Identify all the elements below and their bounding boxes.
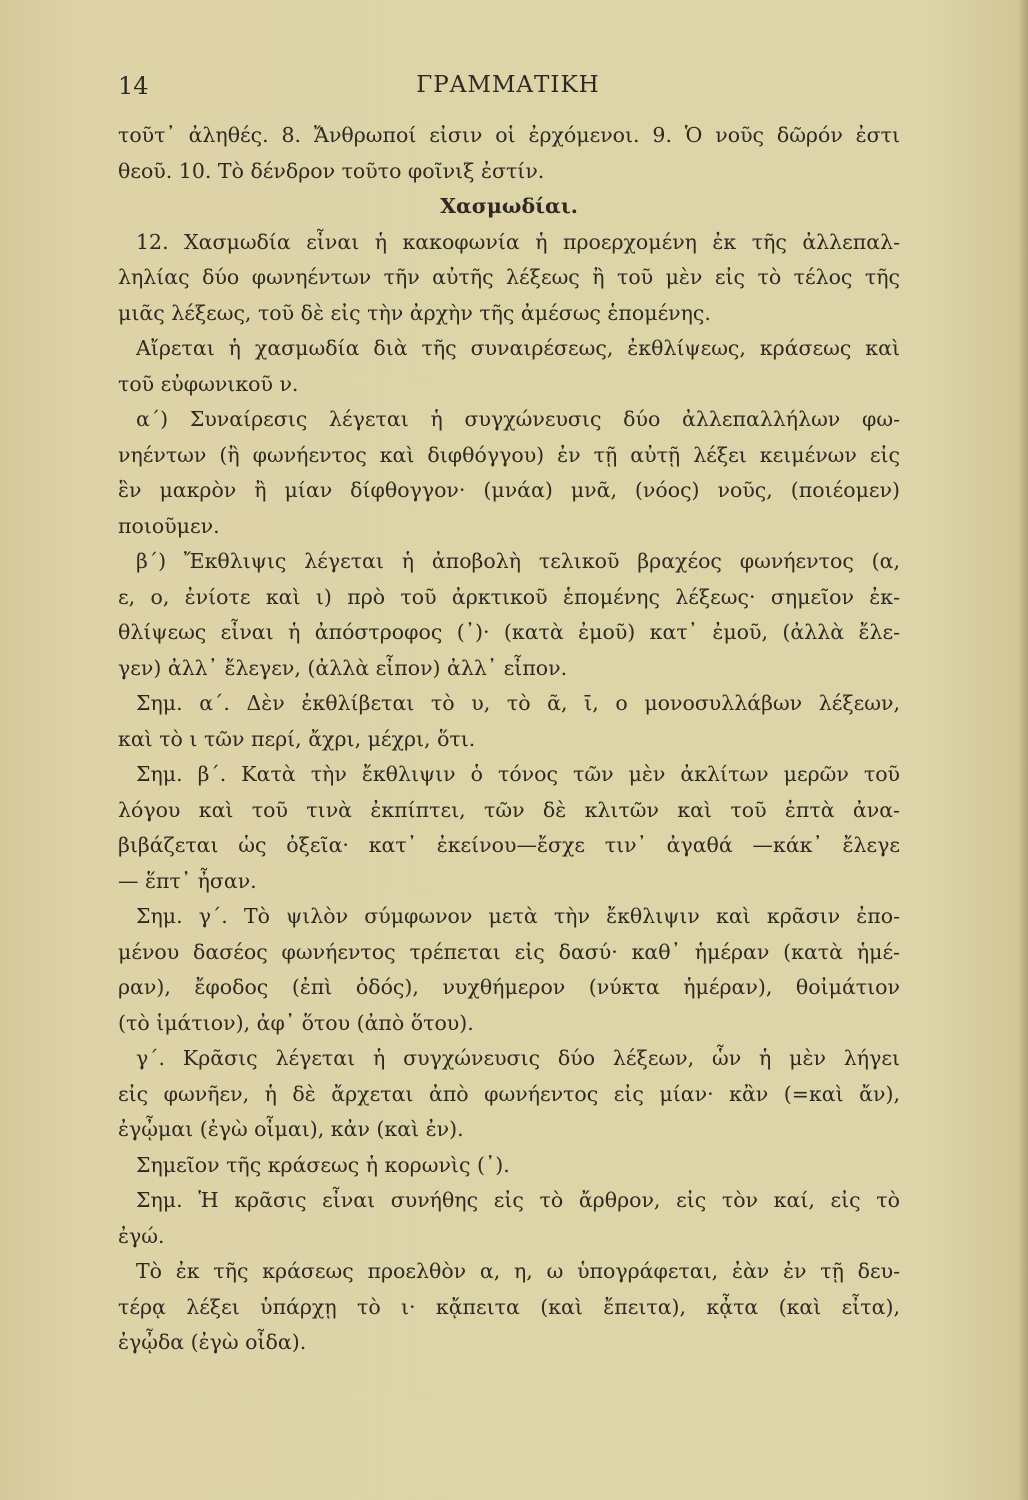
text-line: 12. Χασμωδία εἶναι ἡ κακοφωνία ἡ προερχομένη ἐκ τῆς ἀλλεπαλ- bbox=[136, 229, 900, 254]
text-line: Σημ. Ἡ κρᾶσις εἶναι συνήθης εἰς τὸ ἄρθρον, εἰς τὸν καί, εἰς τὸ bbox=[136, 1188, 900, 1212]
text-line: ραν), ἔφοδος (ἐπὶ ὁδός), νυχθήμερον (νύκτα ἡμέραν), θοἰμάτιον bbox=[118, 975, 900, 999]
text-line: (τὸ ἱμάτιον), ἀφ᾽ ὅτου (ἀπὸ ὅτου). bbox=[118, 1010, 474, 1035]
text-line: μένου δασέος φωνήεντος τρέπεται εἰς δασύ· καθ᾽ ἡμέραν (κατὰ ἡμέ- bbox=[118, 939, 900, 964]
text-line: τοῦτ᾽ ἀληθές. 8. Ἄνθρωποί εἰσιν οἱ ἐρχόμενοι. 9. Ὁ νοῦς δῶρόν ἐστι bbox=[118, 123, 900, 147]
text-line: ποιοῦμεν. bbox=[118, 513, 220, 538]
text-line: Αἴρεται ἡ χασμωδία διὰ τῆς συναιρέσεως, ἐκθλίψεως, κράσεως καὶ bbox=[136, 336, 900, 360]
section-heading: Χασμωδίαι. bbox=[440, 194, 578, 218]
running-title: ΓΡΑΜΜΑΤΙΚΗ bbox=[416, 72, 600, 98]
text-line: ε, ο, ἐνίοτε καὶ ι) πρὸ τοῦ ἀρκτικοῦ ἑπομένης λέξεως· σημεῖον ἐκ- bbox=[118, 584, 900, 609]
text-line: — ἕπτ᾽ ἦσαν. bbox=[118, 868, 257, 893]
text-line: Σημ. β΄. Κατὰ τὴν ἔκθλιψιν ὁ τόνος τῶν μὲν ἀκλίτων μερῶν τοῦ bbox=[136, 762, 900, 786]
text-line: α΄) Συναίρεσις λέγεται ἡ συγχώνευσις δύο ἀλλεπαλλήλων φω- bbox=[136, 407, 900, 431]
text-line: Σημεῖον τῆς κράσεως ἡ κορωνὶς (᾽). bbox=[136, 1152, 510, 1177]
text-line: β΄) Ἔκθλιψις λέγεται ἡ ἀποβολὴ τελικοῦ βραχέος φωνήεντος (α, bbox=[136, 549, 900, 573]
text-line: γ΄. Κρᾶσις λέγεται ἡ συγχώνευσις δύο λέξεων, ὧν ἡ μὲν λήγει bbox=[136, 1046, 900, 1070]
text-line: ληλίας δύο φωνηέντων τῆν αὐτῆς λέξεως ἢ τοῦ μὲν εἰς τὸ τέλος τῆς bbox=[118, 265, 900, 289]
text-line: εἰς φωνῆεν, ἡ δὲ ἄρχεται ἀπὸ φωνήεντος εἰς μίαν· κἂν (=καὶ ἄν), bbox=[118, 1081, 900, 1106]
text-line: τοῦ εὐφωνικοῦ ν. bbox=[118, 371, 299, 396]
text-line: ἓν μακρὸν ἢ μίαν δίφθογγον· (μνάα) μνᾶ, (νόος) νοῦς, (ποιέομεν) bbox=[118, 478, 900, 502]
text-line: καὶ τὸ ι τῶν περί, ἄχρι, μέχρι, ὅτι. bbox=[118, 726, 476, 751]
text-line: βιβάζεται ὡς ὀξεῖα· κατ᾽ ἐκείνου—ἔσχε τιν᾽ ἀγαθά —κάκ᾽ ἔλεγε bbox=[118, 833, 900, 857]
text-line: γεν) ἀλλ᾽ ἔλεγεν, (ἀλλὰ εἶπον) ἀλλ᾽ εἶπον. bbox=[118, 655, 568, 680]
page-header bbox=[118, 72, 898, 102]
text-line: ἐγᾦδα (ἐγὼ οἶδα). bbox=[118, 1330, 307, 1354]
text-line: νηέντων (ἢ φωνήεντος καὶ διφθόγγου) ἐν τῇ αὐτῇ λέξει κειμένων εἰς bbox=[118, 442, 900, 467]
text-line: τέρᾳ λέξει ὑπάρχῃ τὸ ι· κᾄπειτα (καὶ ἔπειτα), κᾆτα (καὶ εἶτα), bbox=[118, 1294, 900, 1319]
text-line: θλίψεως εἶναι ἡ ἀπόστροφος (᾽)· (κατὰ ἐμοῦ) κατ᾽ ἐμοῦ, (ἀλλὰ ἔλε- bbox=[118, 620, 900, 644]
text-body bbox=[118, 118, 900, 1361]
text-line: Σημ. γ΄. Τὸ ψιλὸν σύμφωνον μετὰ τὴν ἔκθλιψιν καὶ κρᾶσιν ἐπο- bbox=[136, 904, 900, 928]
text-line: Σημ. α΄. Δὲν ἐκθλίβεται τὸ υ, τὸ ᾶ, ῑ, ο μονοσυλλάβων λέξεων, bbox=[136, 691, 900, 715]
page-number: 14 bbox=[118, 72, 149, 100]
text-line: λόγου καὶ τοῦ τινὰ ἐκπίπτει, τῶν δὲ κλιτῶν καὶ τοῦ ἑπτὰ ἀνα- bbox=[118, 797, 900, 822]
text-line: Τὸ ἐκ τῆς κράσεως προελθὸν α, η, ω ὑπογράφεται, ἐὰν ἐν τῇ δευ- bbox=[136, 1259, 900, 1283]
text-line: θεοῦ. 10. Τὸ δένδρον τοῦτο φοῖνιξ ἐστίν. bbox=[118, 158, 545, 183]
page-edge-shadow bbox=[1018, 0, 1028, 1500]
text-line: ἐγᾦμαι (ἐγὼ οἶμαι), κἀν (καὶ ἐν). bbox=[118, 1117, 464, 1141]
text-line: ἐγώ. bbox=[118, 1223, 165, 1248]
text-line: μιᾶς λέξεως, τοῦ δὲ εἰς τὴν ἀρχὴν τῆς ἀμέσως ἑπομένης. bbox=[118, 300, 711, 325]
